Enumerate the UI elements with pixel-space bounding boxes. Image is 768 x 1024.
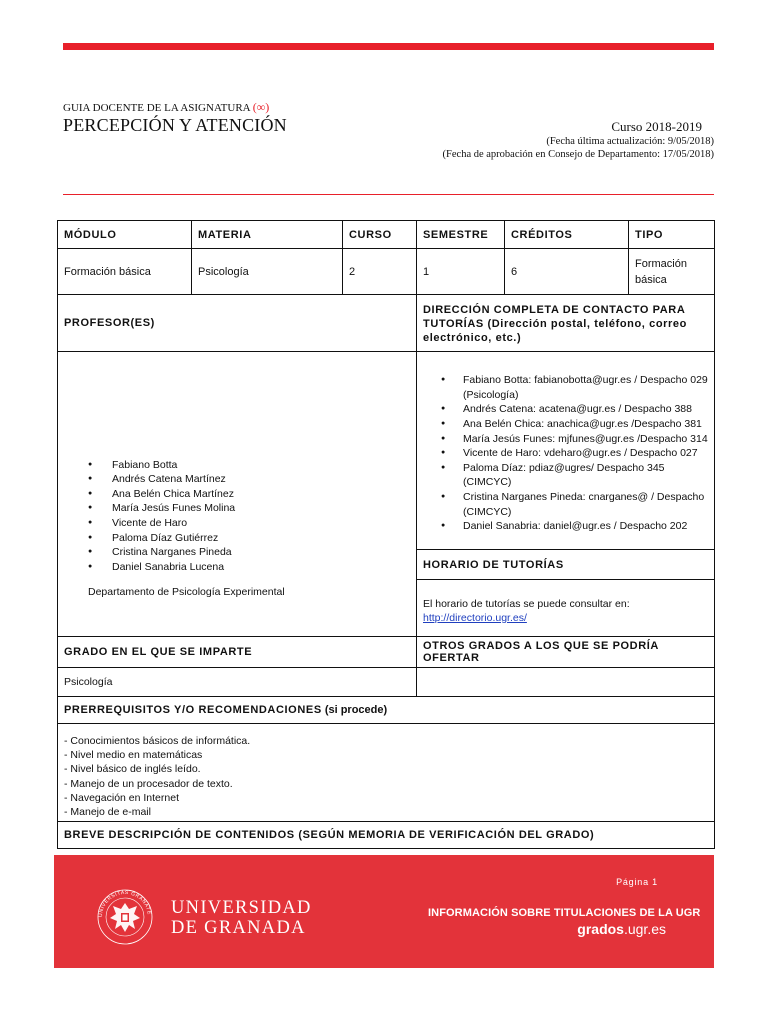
list-item: - Nivel medio en matemáticas bbox=[64, 749, 203, 762]
horario-header: HORARIO DE TUTORÍAS bbox=[417, 550, 715, 580]
course-title: PERCEPCIÓN Y ATENCIÓN bbox=[63, 115, 287, 135]
grado-value-row bbox=[58, 668, 715, 697]
guia-docente-label bbox=[63, 100, 269, 115]
tipo-value: Formación básica bbox=[629, 249, 715, 295]
page-number: Página 1 bbox=[616, 877, 658, 887]
creditos-header: CRÉDITOS bbox=[505, 221, 629, 249]
materia-header: MATERIA bbox=[192, 221, 343, 249]
grado-value: Psicología bbox=[58, 668, 417, 697]
materia-value: Psicología bbox=[192, 249, 343, 295]
footer-banner bbox=[54, 855, 714, 968]
prerrequisitos-row bbox=[58, 724, 715, 822]
infinity-symbol: (∞) bbox=[252, 100, 270, 114]
prerrequisitos-suffix: (si procede) bbox=[321, 704, 388, 716]
grados-url-rest: .ugr.es bbox=[623, 921, 666, 937]
prerrequisitos-header-row bbox=[58, 697, 715, 724]
modulo-value: Formación básica bbox=[58, 249, 192, 295]
academic-year: Curso 2018-2019 bbox=[611, 119, 702, 134]
list-item: ● Vicente de Haro bbox=[88, 516, 410, 531]
profesores-list bbox=[88, 458, 410, 575]
otros-grados-value bbox=[417, 668, 715, 697]
horario-cell bbox=[417, 580, 715, 637]
list-item: - Conocimientos básicos de informática. bbox=[64, 734, 251, 747]
contacto-cell bbox=[417, 352, 715, 550]
list-item: - Manejo de un procesador de texto. bbox=[64, 777, 233, 790]
grado-header-row bbox=[58, 637, 715, 668]
list-item: ● María Jesús Funes: mjfunes@ugr.es /Despacho 314 bbox=[441, 432, 710, 447]
update-date: (Fecha última actualización: 9/05/2018) bbox=[546, 136, 714, 147]
grados-url[interactable] bbox=[577, 921, 666, 937]
module-header-row bbox=[58, 221, 715, 249]
creditos-value: 6 bbox=[505, 249, 629, 295]
course-info-table bbox=[57, 220, 715, 849]
horario-text: El horario de tutorías se puede consultar en: bbox=[423, 598, 630, 610]
list-item: ● Fabiano Botta: fabianobotta@ugr.es / Despacho 029 (Psicología) bbox=[441, 373, 710, 402]
guia-label-text: GUIA DOCENTE DE LA ASIGNATURA bbox=[63, 102, 250, 114]
list-item: ● Paloma Díaz Gutiérrez bbox=[88, 531, 410, 546]
ugr-crest-icon bbox=[96, 885, 154, 947]
curso-value: 2 bbox=[343, 249, 417, 295]
university-name-line2: DE GRANADA bbox=[171, 918, 306, 938]
breve-header: BREVE DESCRIPCIÓN DE CONTENIDOS (SEGÚN MEMORIA DE VERIFICACIÓN DEL GRADO) bbox=[58, 822, 715, 849]
curso-header: CURSO bbox=[343, 221, 417, 249]
list-item: ● Andrés Catena: acatena@ugr.es / Despacho 388 bbox=[441, 402, 710, 417]
header-divider bbox=[63, 194, 714, 195]
titulaciones-info: INFORMACIÓN SOBRE TITULACIONES DE LA UGR bbox=[428, 907, 701, 919]
departamento: Departamento de Psicología Experimental bbox=[88, 586, 285, 599]
list-item: ● Vicente de Haro: vdeharo@ugr.es / Despacho 027 bbox=[441, 446, 710, 461]
list-item: - Manejo de e-mail bbox=[64, 805, 151, 818]
top-red-bar bbox=[63, 43, 714, 50]
list-item: ● Paloma Díaz: pdiaz@ugres/ Despacho 345 (CIMCYC) bbox=[441, 461, 710, 490]
grados-url-bold: grados bbox=[577, 921, 624, 937]
directorio-link[interactable]: http://directorio.ugr.es/ bbox=[423, 612, 527, 624]
list-item: ● Ana Belén Chica: anachica@ugr.es /Despacho 381 bbox=[441, 417, 710, 432]
approval-date: (Fecha de aprobación en Consejo de Departamento: 17/05/2018) bbox=[442, 149, 714, 160]
semestre-value: 1 bbox=[417, 249, 505, 295]
list-item: - Nivel básico de inglés leído. bbox=[64, 763, 201, 776]
modulo-header: MÓDULO bbox=[58, 221, 192, 249]
module-value-row bbox=[58, 249, 715, 295]
crest-motto: UNIVERSITAS GRANATE bbox=[97, 889, 152, 918]
contacto-list bbox=[441, 373, 710, 534]
list-item: ● Andrés Catena Martínez bbox=[88, 472, 410, 487]
list-item: ● Fabiano Botta bbox=[88, 458, 410, 473]
grado-header: GRADO EN EL QUE SE IMPARTE bbox=[58, 637, 417, 668]
contacto-header: DIRECCIÓN COMPLETA DE CONTACTO PARA TUTORÍAS (Dirección postal, teléfono, correo electrónico, etc.) bbox=[417, 295, 715, 352]
breve-header-row bbox=[58, 822, 715, 849]
list-item: ● Daniel Sanabria: daniel@ugr.es / Despacho 202 bbox=[441, 519, 710, 534]
list-item: ● Cristina Narganes Pineda: cnarganes@ / Despacho (CIMCYC) bbox=[441, 490, 710, 519]
tipo-header: TIPO bbox=[629, 221, 715, 249]
profesor-contact-row bbox=[58, 352, 715, 550]
list-item: ● María Jesús Funes Molina bbox=[88, 501, 410, 516]
profesores-header: PROFESOR(ES) bbox=[58, 295, 417, 352]
university-name-line1: UNIVERSIDAD bbox=[171, 898, 312, 918]
prerrequisitos-cell bbox=[58, 724, 715, 822]
list-item: - Navegación en Internet bbox=[64, 791, 179, 804]
profesores-cell bbox=[58, 352, 417, 637]
prerrequisitos-title: PRERREQUISITOS Y/O RECOMENDACIONES bbox=[64, 704, 322, 716]
prerrequisitos-header bbox=[58, 697, 715, 724]
profesor-header-row bbox=[58, 295, 715, 352]
list-item: ● Daniel Sanabria Lucena bbox=[88, 560, 410, 575]
otros-grados-header: OTROS GRADOS A LOS QUE SE PODRÍA OFERTAR bbox=[417, 637, 715, 668]
list-item: ● Cristina Narganes Pineda bbox=[88, 545, 410, 560]
semestre-header: SEMESTRE bbox=[417, 221, 505, 249]
list-item: ● Ana Belén Chica Martínez bbox=[88, 487, 410, 502]
